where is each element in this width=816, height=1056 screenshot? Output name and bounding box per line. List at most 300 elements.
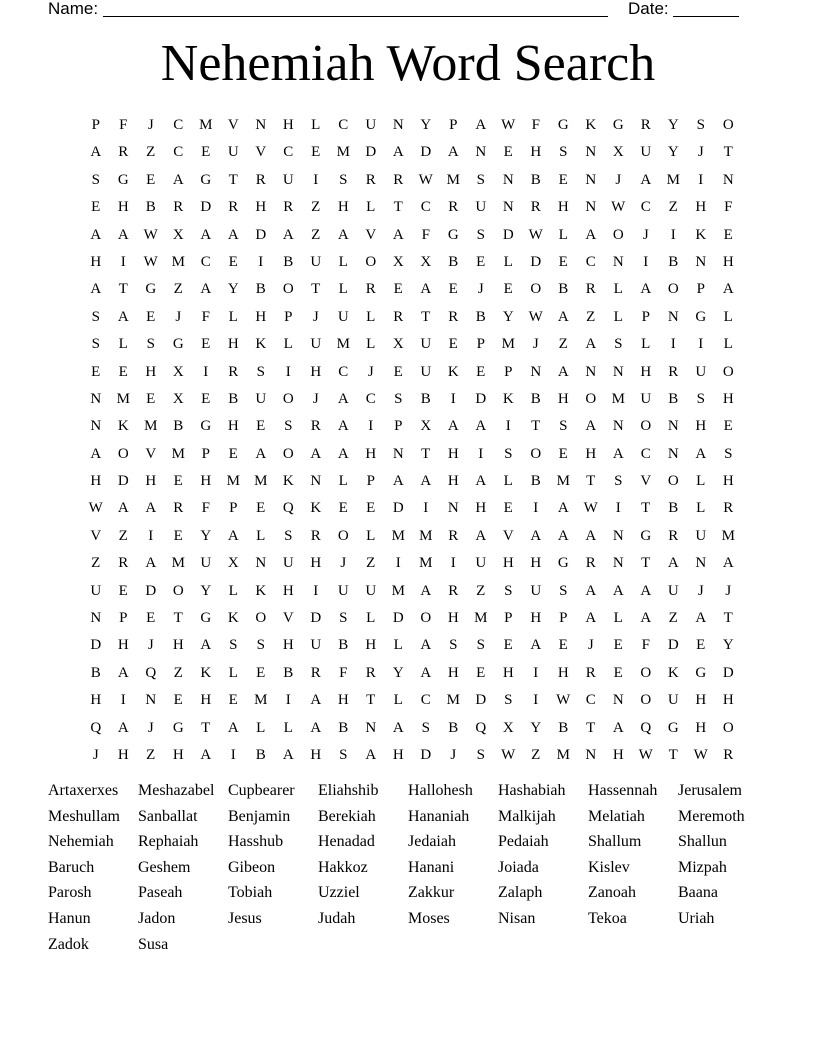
grid-letter[interactable]: G [145, 281, 157, 298]
grid-letter[interactable]: E [448, 281, 458, 298]
grid-letter[interactable]: O [612, 226, 624, 243]
grid-letter[interactable]: E [256, 418, 266, 435]
grid-letter[interactable]: M [611, 390, 625, 407]
grid-letter[interactable]: T [118, 281, 128, 298]
grid-letter[interactable]: A [530, 527, 542, 544]
grid-letter[interactable]: F [724, 199, 733, 216]
grid-letter[interactable]: K [255, 336, 267, 353]
grid-letter[interactable]: E [558, 637, 568, 654]
grid-letter[interactable]: H [392, 746, 404, 763]
grid-letter[interactable]: E [503, 637, 513, 654]
grid-letter[interactable]: H [502, 555, 514, 572]
grid-letter[interactable]: N [90, 610, 102, 627]
grid-letter[interactable]: A [145, 555, 157, 572]
grid-letter[interactable]: S [504, 692, 513, 709]
grid-letter[interactable]: K [502, 390, 514, 407]
grid-letter[interactable]: S [449, 637, 458, 654]
grid-letter[interactable]: A [282, 746, 294, 763]
grid-letter[interactable]: P [559, 610, 568, 627]
grid-letter[interactable]: A [392, 719, 404, 736]
grid-letter[interactable]: R [448, 308, 459, 325]
grid-letter[interactable]: E [613, 664, 623, 681]
grid-letter[interactable]: A [200, 281, 212, 298]
grid-letter[interactable]: N [722, 171, 734, 188]
grid-letter[interactable]: L [613, 610, 623, 627]
grid-letter[interactable]: C [283, 144, 294, 161]
grid-letter[interactable]: B [530, 171, 541, 188]
grid-letter[interactable]: M [254, 692, 268, 709]
grid-letter[interactable]: E [476, 664, 486, 681]
grid-letter[interactable]: R [530, 199, 541, 216]
grid-letter[interactable]: G [200, 171, 212, 188]
grid-letter[interactable]: B [338, 637, 349, 654]
grid-letter[interactable]: K [255, 582, 267, 599]
grid-letter[interactable]: J [477, 281, 484, 298]
grid-letter[interactable]: Y [722, 637, 734, 654]
grid-letter[interactable]: I [505, 418, 511, 435]
grid-letter[interactable]: A [117, 664, 129, 681]
grid-letter[interactable]: E [146, 308, 156, 325]
grid-letter[interactable]: A [585, 582, 597, 599]
grid-letter[interactable]: A [585, 610, 597, 627]
grid-letter[interactable]: A [200, 226, 212, 243]
grid-letter[interactable]: B [530, 390, 541, 407]
grid-letter[interactable]: E [503, 144, 513, 161]
grid-letter[interactable]: J [642, 226, 649, 243]
grid-letter[interactable]: K [667, 664, 679, 681]
grid-letter[interactable]: Z [366, 555, 376, 572]
grid-letter[interactable]: E [723, 226, 733, 243]
grid-letter[interactable]: R [585, 555, 596, 572]
grid-letter[interactable]: V [227, 117, 239, 133]
grid-letter[interactable]: A [475, 527, 487, 544]
grid-letter[interactable]: N [612, 527, 624, 544]
grid-letter[interactable]: E [173, 527, 183, 544]
grid-letter[interactable]: P [366, 473, 375, 490]
grid-letter[interactable]: L [228, 582, 238, 599]
grid-letter[interactable]: H [447, 473, 459, 490]
grid-letter[interactable]: S [91, 336, 100, 353]
grid-letter[interactable]: A [200, 746, 212, 763]
grid-letter[interactable]: D [145, 582, 157, 599]
grid-letter[interactable]: Z [311, 199, 321, 216]
grid-letter[interactable]: M [116, 390, 130, 407]
grid-letter[interactable]: H [640, 363, 652, 380]
grid-letter[interactable]: A [90, 445, 102, 462]
grid-letter[interactable]: Q [640, 719, 652, 736]
date-field[interactable] [673, 0, 739, 17]
grid-letter[interactable]: E [228, 253, 238, 270]
grid-letter[interactable]: R [173, 500, 184, 517]
grid-letter[interactable]: N [667, 308, 679, 325]
grid-letter[interactable]: M [556, 746, 570, 763]
grid-letter[interactable]: Y [667, 117, 679, 133]
grid-letter[interactable]: O [722, 719, 734, 736]
grid-letter[interactable]: O [420, 610, 432, 627]
grid-letter[interactable]: E [476, 253, 486, 270]
grid-letter[interactable]: B [420, 390, 431, 407]
grid-letter[interactable]: J [725, 582, 732, 599]
grid-letter[interactable]: D [365, 144, 377, 161]
grid-letter[interactable]: G [200, 610, 212, 627]
grid-letter[interactable]: A [585, 418, 597, 435]
grid-letter[interactable]: U [475, 555, 487, 572]
grid-letter[interactable]: P [284, 308, 293, 325]
grid-letter[interactable]: R [723, 746, 734, 763]
grid-letter[interactable]: S [284, 418, 293, 435]
grid-letter[interactable]: H [172, 637, 184, 654]
grid-letter[interactable]: S [339, 171, 348, 188]
grid-letter[interactable]: A [282, 226, 294, 243]
grid-letter[interactable]: S [559, 144, 568, 161]
grid-letter[interactable]: A [475, 117, 487, 133]
grid-letter[interactable]: A [612, 719, 624, 736]
grid-letter[interactable]: E [393, 363, 403, 380]
grid-letter[interactable]: I [643, 253, 649, 270]
grid-letter[interactable]: A [200, 637, 212, 654]
grid-letter[interactable]: S [339, 746, 348, 763]
grid-letter[interactable]: A [392, 144, 404, 161]
grid-letter[interactable]: U [420, 336, 432, 353]
grid-letter[interactable]: L [366, 199, 376, 216]
grid-letter[interactable]: C [365, 390, 376, 407]
grid-letter[interactable]: N [90, 418, 102, 435]
grid-letter[interactable]: H [337, 692, 349, 709]
grid-letter[interactable]: S [256, 637, 265, 654]
grid-letter[interactable]: R [365, 664, 376, 681]
grid-letter[interactable]: N [585, 746, 597, 763]
grid-letter[interactable]: J [532, 336, 539, 353]
grid-letter[interactable]: N [612, 253, 624, 270]
grid-letter[interactable]: A [557, 500, 569, 517]
grid-letter[interactable]: B [173, 418, 184, 435]
grid-letter[interactable]: I [533, 500, 539, 517]
grid-letter[interactable]: T [393, 199, 403, 216]
grid-letter[interactable]: A [612, 445, 624, 462]
grid-letter[interactable]: L [723, 308, 733, 325]
grid-letter[interactable]: M [419, 555, 433, 572]
grid-letter[interactable]: T [201, 719, 211, 736]
grid-letter[interactable]: H [145, 363, 157, 380]
grid-letter[interactable]: F [531, 117, 540, 133]
grid-letter[interactable]: B [255, 281, 266, 298]
grid-letter[interactable]: K [227, 610, 239, 627]
grid-letter[interactable]: H [310, 363, 322, 380]
grid-letter[interactable]: U [255, 390, 267, 407]
grid-letter[interactable]: I [450, 390, 456, 407]
grid-letter[interactable]: H [695, 692, 707, 709]
grid-letter[interactable]: O [722, 117, 734, 133]
grid-letter[interactable]: A [337, 226, 349, 243]
grid-letter[interactable]: N [612, 555, 624, 572]
grid-letter[interactable]: A [612, 582, 624, 599]
grid-letter[interactable]: H [557, 390, 569, 407]
grid-letter[interactable]: H [695, 418, 707, 435]
grid-letter[interactable]: J [147, 117, 154, 133]
grid-letter[interactable]: G [172, 336, 184, 353]
grid-letter[interactable]: H [722, 473, 734, 490]
grid-letter[interactable]: U [282, 555, 294, 572]
grid-letter[interactable]: I [450, 555, 456, 572]
grid-letter[interactable]: Q [475, 719, 487, 736]
grid-letter[interactable]: B [558, 719, 569, 736]
grid-letter[interactable]: M [171, 555, 185, 572]
grid-letter[interactable]: S [724, 445, 733, 462]
grid-letter[interactable]: L [256, 527, 266, 544]
grid-letter[interactable]: H [557, 664, 569, 681]
grid-letter[interactable]: X [172, 363, 184, 380]
grid-letter[interactable]: U [475, 199, 487, 216]
grid-letter[interactable]: H [282, 582, 294, 599]
grid-letter[interactable]: S [559, 418, 568, 435]
grid-letter[interactable]: H [447, 610, 459, 627]
grid-letter[interactable]: N [365, 719, 377, 736]
grid-letter[interactable]: B [448, 719, 459, 736]
grid-letter[interactable]: O [255, 610, 267, 627]
grid-letter[interactable]: A [90, 226, 102, 243]
grid-letter[interactable]: N [255, 117, 267, 133]
grid-letter[interactable]: N [585, 363, 597, 380]
grid-letter[interactable]: Z [173, 281, 183, 298]
grid-letter[interactable]: N [585, 171, 597, 188]
grid-letter[interactable]: S [229, 637, 238, 654]
grid-letter[interactable]: L [393, 692, 403, 709]
grid-letter[interactable]: T [228, 171, 238, 188]
grid-letter[interactable]: C [640, 199, 651, 216]
grid-letter[interactable]: T [723, 144, 733, 161]
grid-letter[interactable]: T [421, 308, 431, 325]
grid-letter[interactable]: L [311, 117, 321, 133]
grid-letter[interactable]: A [392, 226, 404, 243]
grid-letter[interactable]: C [338, 363, 349, 380]
grid-letter[interactable]: N [695, 555, 707, 572]
grid-letter[interactable]: X [227, 555, 239, 572]
grid-letter[interactable]: Q [282, 500, 294, 517]
grid-letter[interactable]: I [230, 746, 236, 763]
grid-letter[interactable]: I [313, 582, 319, 599]
grid-letter[interactable]: D [667, 637, 679, 654]
grid-letter[interactable]: X [420, 253, 432, 270]
grid-letter[interactable]: A [420, 582, 432, 599]
grid-letter[interactable]: R [393, 171, 404, 188]
grid-letter[interactable]: I [615, 500, 621, 517]
grid-letter[interactable]: L [613, 281, 623, 298]
grid-letter[interactable]: N [585, 144, 597, 161]
grid-letter[interactable]: R [228, 199, 239, 216]
grid-letter[interactable]: B [145, 199, 156, 216]
grid-letter[interactable]: A [255, 445, 267, 462]
grid-letter[interactable]: H [172, 746, 184, 763]
grid-letter[interactable]: U [640, 390, 652, 407]
grid-letter[interactable]: G [447, 226, 459, 243]
grid-letter[interactable]: I [120, 692, 126, 709]
grid-letter[interactable]: Y [200, 527, 212, 544]
grid-letter[interactable]: R [118, 144, 129, 161]
grid-letter[interactable]: E [118, 363, 128, 380]
grid-letter[interactable]: L [558, 226, 568, 243]
grid-letter[interactable]: A [117, 226, 129, 243]
grid-letter[interactable]: R [283, 199, 294, 216]
grid-letter[interactable]: R [448, 582, 459, 599]
grid-letter[interactable]: A [695, 610, 707, 627]
grid-letter[interactable]: S [476, 637, 485, 654]
grid-letter[interactable]: L [366, 336, 376, 353]
grid-letter[interactable]: U [667, 582, 679, 599]
grid-letter[interactable]: X [420, 418, 432, 435]
grid-letter[interactable]: D [90, 637, 102, 654]
grid-letter[interactable]: B [283, 664, 294, 681]
grid-letter[interactable]: D [475, 692, 487, 709]
grid-letter[interactable]: I [285, 692, 291, 709]
grid-letter[interactable]: O [117, 445, 129, 462]
grid-letter[interactable]: A [420, 473, 432, 490]
grid-letter[interactable]: E [613, 637, 623, 654]
grid-letter[interactable]: T [173, 610, 183, 627]
grid-letter[interactable]: F [641, 637, 650, 654]
grid-letter[interactable]: M [446, 171, 460, 188]
grid-letter[interactable]: N [530, 363, 542, 380]
grid-letter[interactable]: M [226, 473, 240, 490]
grid-letter[interactable]: U [695, 527, 707, 544]
grid-letter[interactable]: B [668, 390, 679, 407]
grid-letter[interactable]: D [255, 226, 267, 243]
grid-letter[interactable]: N [145, 692, 157, 709]
grid-letter[interactable]: A [172, 171, 184, 188]
grid-letter[interactable]: W [611, 199, 626, 216]
grid-letter[interactable]: N [695, 253, 707, 270]
grid-letter[interactable]: L [118, 336, 128, 353]
grid-letter[interactable]: L [338, 281, 348, 298]
grid-letter[interactable]: Z [91, 555, 101, 572]
grid-letter[interactable]: R [448, 527, 459, 544]
grid-letter[interactable]: Z [173, 664, 183, 681]
grid-letter[interactable]: J [175, 308, 182, 325]
grid-letter[interactable]: O [365, 253, 377, 270]
grid-letter[interactable]: V [365, 226, 377, 243]
grid-letter[interactable]: U [337, 582, 349, 599]
grid-letter[interactable]: A [475, 418, 487, 435]
grid-letter[interactable]: P [476, 336, 485, 353]
grid-letter[interactable]: I [670, 226, 676, 243]
grid-letter[interactable]: G [117, 171, 129, 188]
grid-letter[interactable]: O [282, 390, 294, 407]
grid-letter[interactable]: U [365, 582, 377, 599]
grid-letter[interactable]: G [640, 527, 652, 544]
grid-letter[interactable]: D [722, 664, 734, 681]
grid-letter[interactable]: U [200, 555, 212, 572]
grid-letter[interactable]: D [392, 500, 404, 517]
grid-letter[interactable]: H [722, 692, 734, 709]
grid-letter[interactable]: L [256, 719, 266, 736]
grid-letter[interactable]: R [365, 171, 376, 188]
grid-letter[interactable]: G [172, 719, 184, 736]
grid-letter[interactable]: H [585, 445, 597, 462]
grid-letter[interactable]: R [310, 418, 321, 435]
grid-letter[interactable]: W [418, 171, 433, 188]
grid-letter[interactable]: O [585, 390, 597, 407]
grid-letter[interactable]: H [695, 199, 707, 216]
grid-letter[interactable]: A [310, 445, 322, 462]
grid-letter[interactable]: O [282, 445, 294, 462]
grid-letter[interactable]: I [478, 445, 484, 462]
grid-letter[interactable]: H [90, 692, 102, 709]
grid-letter[interactable]: O [640, 664, 652, 681]
grid-letter[interactable]: L [228, 308, 238, 325]
grid-letter[interactable]: E [503, 281, 513, 298]
grid-letter[interactable]: S [504, 582, 513, 599]
grid-letter[interactable]: O [337, 527, 349, 544]
grid-letter[interactable]: T [421, 445, 431, 462]
grid-letter[interactable]: E [146, 171, 156, 188]
grid-letter[interactable]: A [722, 555, 734, 572]
grid-letter[interactable]: L [338, 473, 348, 490]
grid-letter[interactable]: A [337, 390, 349, 407]
grid-letter[interactable]: X [172, 390, 184, 407]
grid-letter[interactable]: D [117, 473, 129, 490]
grid-letter[interactable]: E [366, 500, 376, 517]
grid-letter[interactable]: T [668, 746, 678, 763]
grid-letter[interactable]: L [641, 336, 651, 353]
grid-letter[interactable]: H [722, 253, 734, 270]
grid-letter[interactable]: E [173, 473, 183, 490]
grid-letter[interactable]: E [173, 692, 183, 709]
grid-letter[interactable]: J [147, 637, 154, 654]
grid-letter[interactable]: H [695, 719, 707, 736]
grid-letter[interactable]: O [667, 281, 679, 298]
grid-letter[interactable]: G [695, 308, 707, 325]
grid-letter[interactable]: H [145, 473, 157, 490]
grid-letter[interactable]: Y [502, 308, 514, 325]
grid-letter[interactable]: C [338, 117, 349, 133]
grid-letter[interactable]: C [200, 253, 211, 270]
grid-letter[interactable]: O [172, 582, 184, 599]
grid-letter[interactable]: A [117, 500, 129, 517]
grid-letter[interactable]: A [447, 418, 459, 435]
grid-letter[interactable]: I [423, 500, 429, 517]
grid-letter[interactable]: Y [420, 117, 432, 133]
grid-letter[interactable]: E [146, 390, 156, 407]
grid-letter[interactable]: A [227, 527, 239, 544]
grid-letter[interactable]: A [392, 473, 404, 490]
grid-letter[interactable]: B [558, 281, 569, 298]
grid-letter[interactable]: V [145, 445, 157, 462]
grid-letter[interactable]: N [612, 692, 624, 709]
grid-letter[interactable]: D [392, 610, 404, 627]
grid-letter[interactable]: T [586, 719, 596, 736]
grid-letter[interactable]: I [698, 171, 704, 188]
grid-letter[interactable]: V [282, 610, 294, 627]
grid-letter[interactable]: R [255, 171, 266, 188]
grid-letter[interactable]: Z [311, 226, 321, 243]
grid-letter[interactable]: A [420, 637, 432, 654]
grid-letter[interactable]: T [586, 473, 596, 490]
grid-letter[interactable]: E [338, 500, 348, 517]
grid-letter[interactable]: R [310, 664, 321, 681]
grid-letter[interactable]: W [88, 500, 103, 517]
grid-letter[interactable]: G [557, 117, 569, 133]
grid-letter[interactable]: O [530, 445, 542, 462]
grid-letter[interactable]: U [337, 308, 349, 325]
grid-letter[interactable]: U [90, 582, 102, 599]
grid-letter[interactable]: M [474, 610, 488, 627]
grid-letter[interactable]: Y [667, 144, 679, 161]
grid-letter[interactable]: J [367, 363, 374, 380]
grid-letter[interactable]: U [310, 336, 322, 353]
grid-letter[interactable]: Z [476, 582, 486, 599]
grid-letter[interactable]: Z [531, 746, 541, 763]
grid-letter[interactable]: L [393, 637, 403, 654]
grid-letter[interactable]: D [502, 226, 514, 243]
